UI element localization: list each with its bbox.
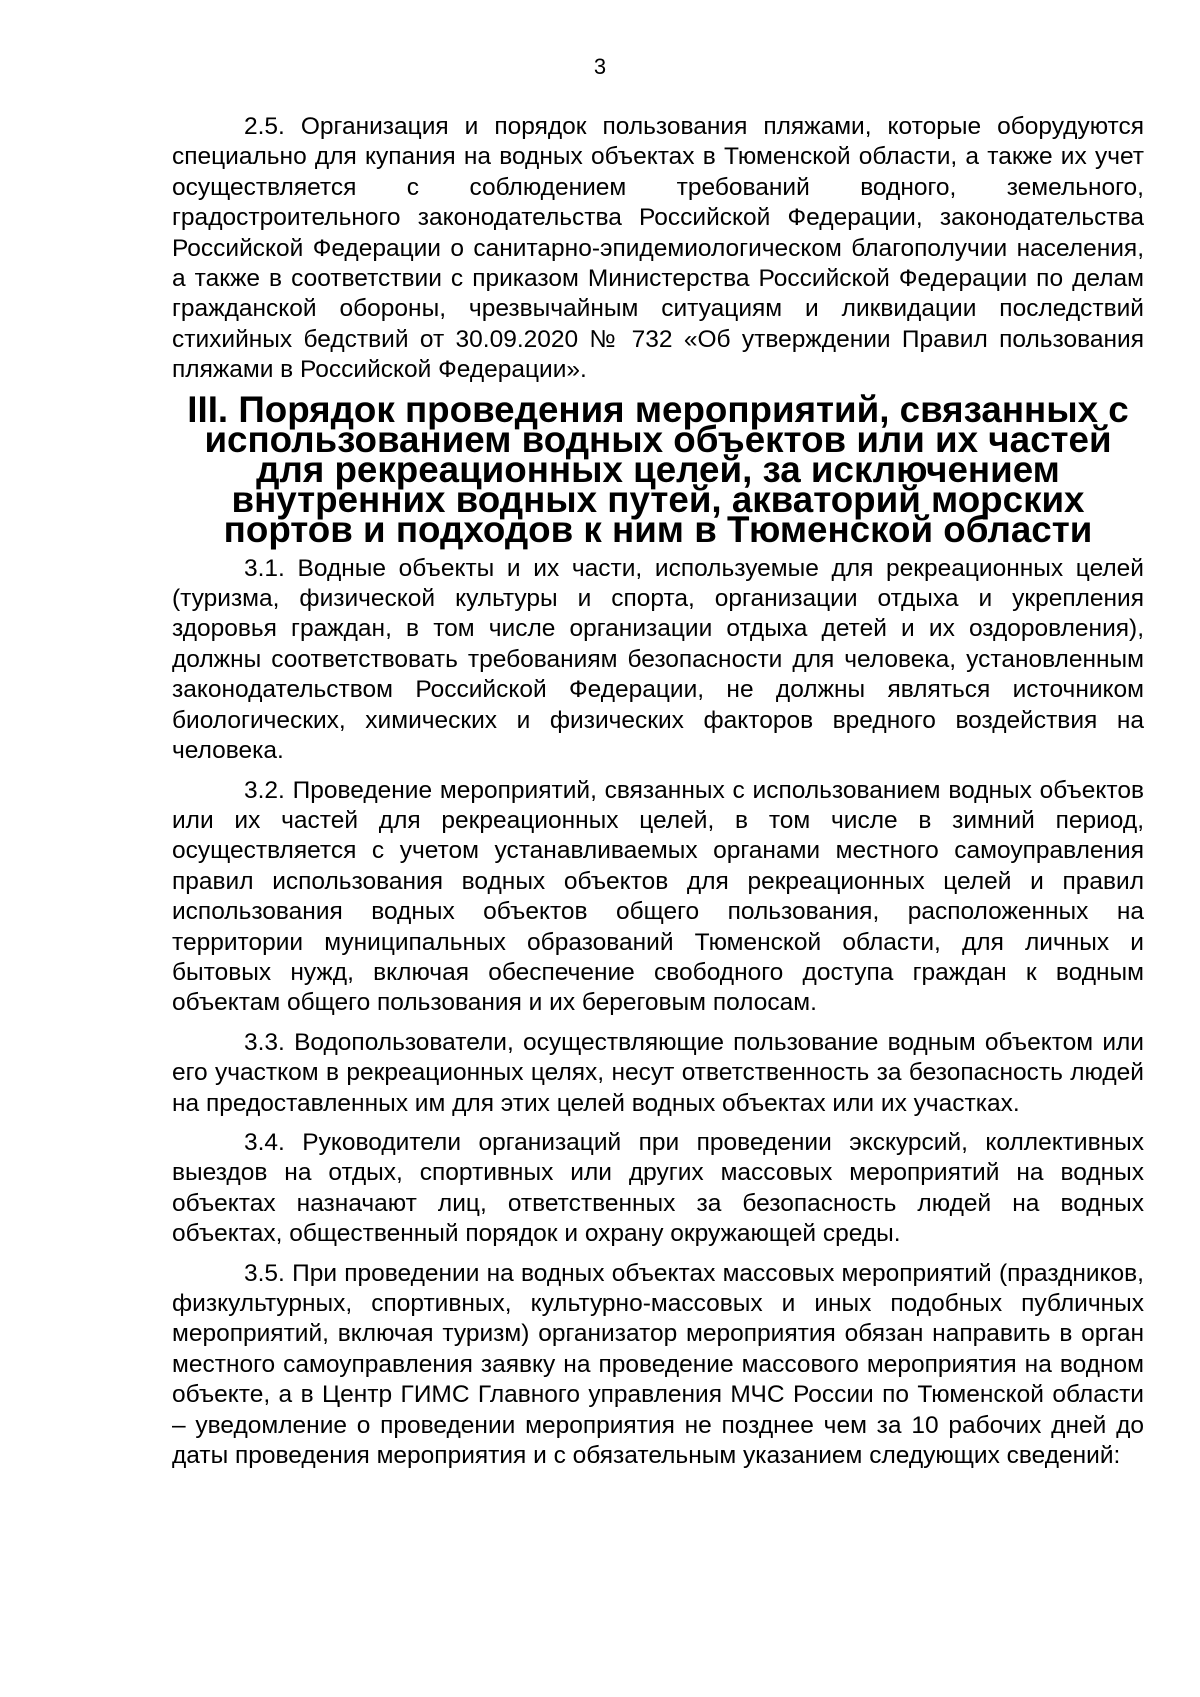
paragraph-3-2: 3.2. Проведение мероприятий, связанных с использованием водных объектов или их частей для рекреационных целей, в том числе в зимний период, осуществляется с учетом устанавливаемых органами местного самоуправления правил использования водных объектов для рекреационных целей и правил использования водных объектов общего пользования, расположенных на территории муниципальных образований Тюменской области, для личных и бытовых нужд, включая обеспечение свободного доступа граждан к водным объектам общего пользования и их береговым полосам. [172,776,1144,1017]
section-heading-iii: III. Порядок проведения мероприятий, связанных с использованием водных объектов или их частей для рекреационных целей, за исключением внутренних водных путей, акваторий морских портов и подходов к ним в Тюменской области [187,388,1129,550]
document-body [172,112,1144,1471]
page-number: 3 [593,54,607,79]
paragraph-3-3: 3.3. Водопользователи, осуществляющие пользование водным объектом или его участком в рекреационных целях, несут ответственность за безопасность людей на предоставленных им для этих целей водных объектах или их участках. [172,1028,1144,1117]
paragraph-3-4: 3.4. Руководители организаций при проведении экскурсий, коллективных выездов на отдых, спортивных или других массовых мероприятий на водных объектах назначают лиц, ответственных за безопасность людей на водных объектах, общественный порядок и охрану окружающей среды. [172,1128,1144,1248]
paragraph-3-5: 3.5. При проведении на водных объектах массовых мероприятий (праздников, физкультурных, спортивных, культурно-массовых и иных подобных публичных мероприятий, включая туризм) организатор мероприятия обязан направить в орган местного самоуправления заявку на проведение массового мероприятия на водном объекте, а в Центр ГИМС Главного управления МЧС России по Тюменской области – уведомление о проведении мероприятия не позднее чем за 10 рабочих дней до даты проведения мероприятия и с обязательным указанием следующих сведений: [172,1259,1144,1470]
paragraph-3-1: 3.1. Водные объекты и их части, используемые для рекреационных целей (туризма, физической культуры и спорта, организации отдыха и укрепления здоровья граждан, в том числе организации отдыха детей и их оздоровления), должны соответствовать требованиям безопасности для человека, установленным законодательством Российской Федерации, не должны являться источником биологических, химических и физических факторов вредного воздействия на человека. [172,554,1144,765]
paragraph-2-5: 2.5. Организация и порядок пользования пляжами, которые оборудуются специально для купания на водных объектах в Тюменской области, а также их учет осуществляется с соблюдением требований водного, земельного, градостроительного законодательства Российской Федерации, законодательства Российской Федерации о санитарно-эпидемиологическом благополучии населения, а также в соответствии с приказом Министерства Российской Федерации по делам гражданской обороны, чрезвычайным ситуациям и ликвидации последствий стихийных бедствий от 30.09.2020 № 732 «Об утверждении Правил пользования пляжами в Российской Федерации». [172,113,1144,384]
